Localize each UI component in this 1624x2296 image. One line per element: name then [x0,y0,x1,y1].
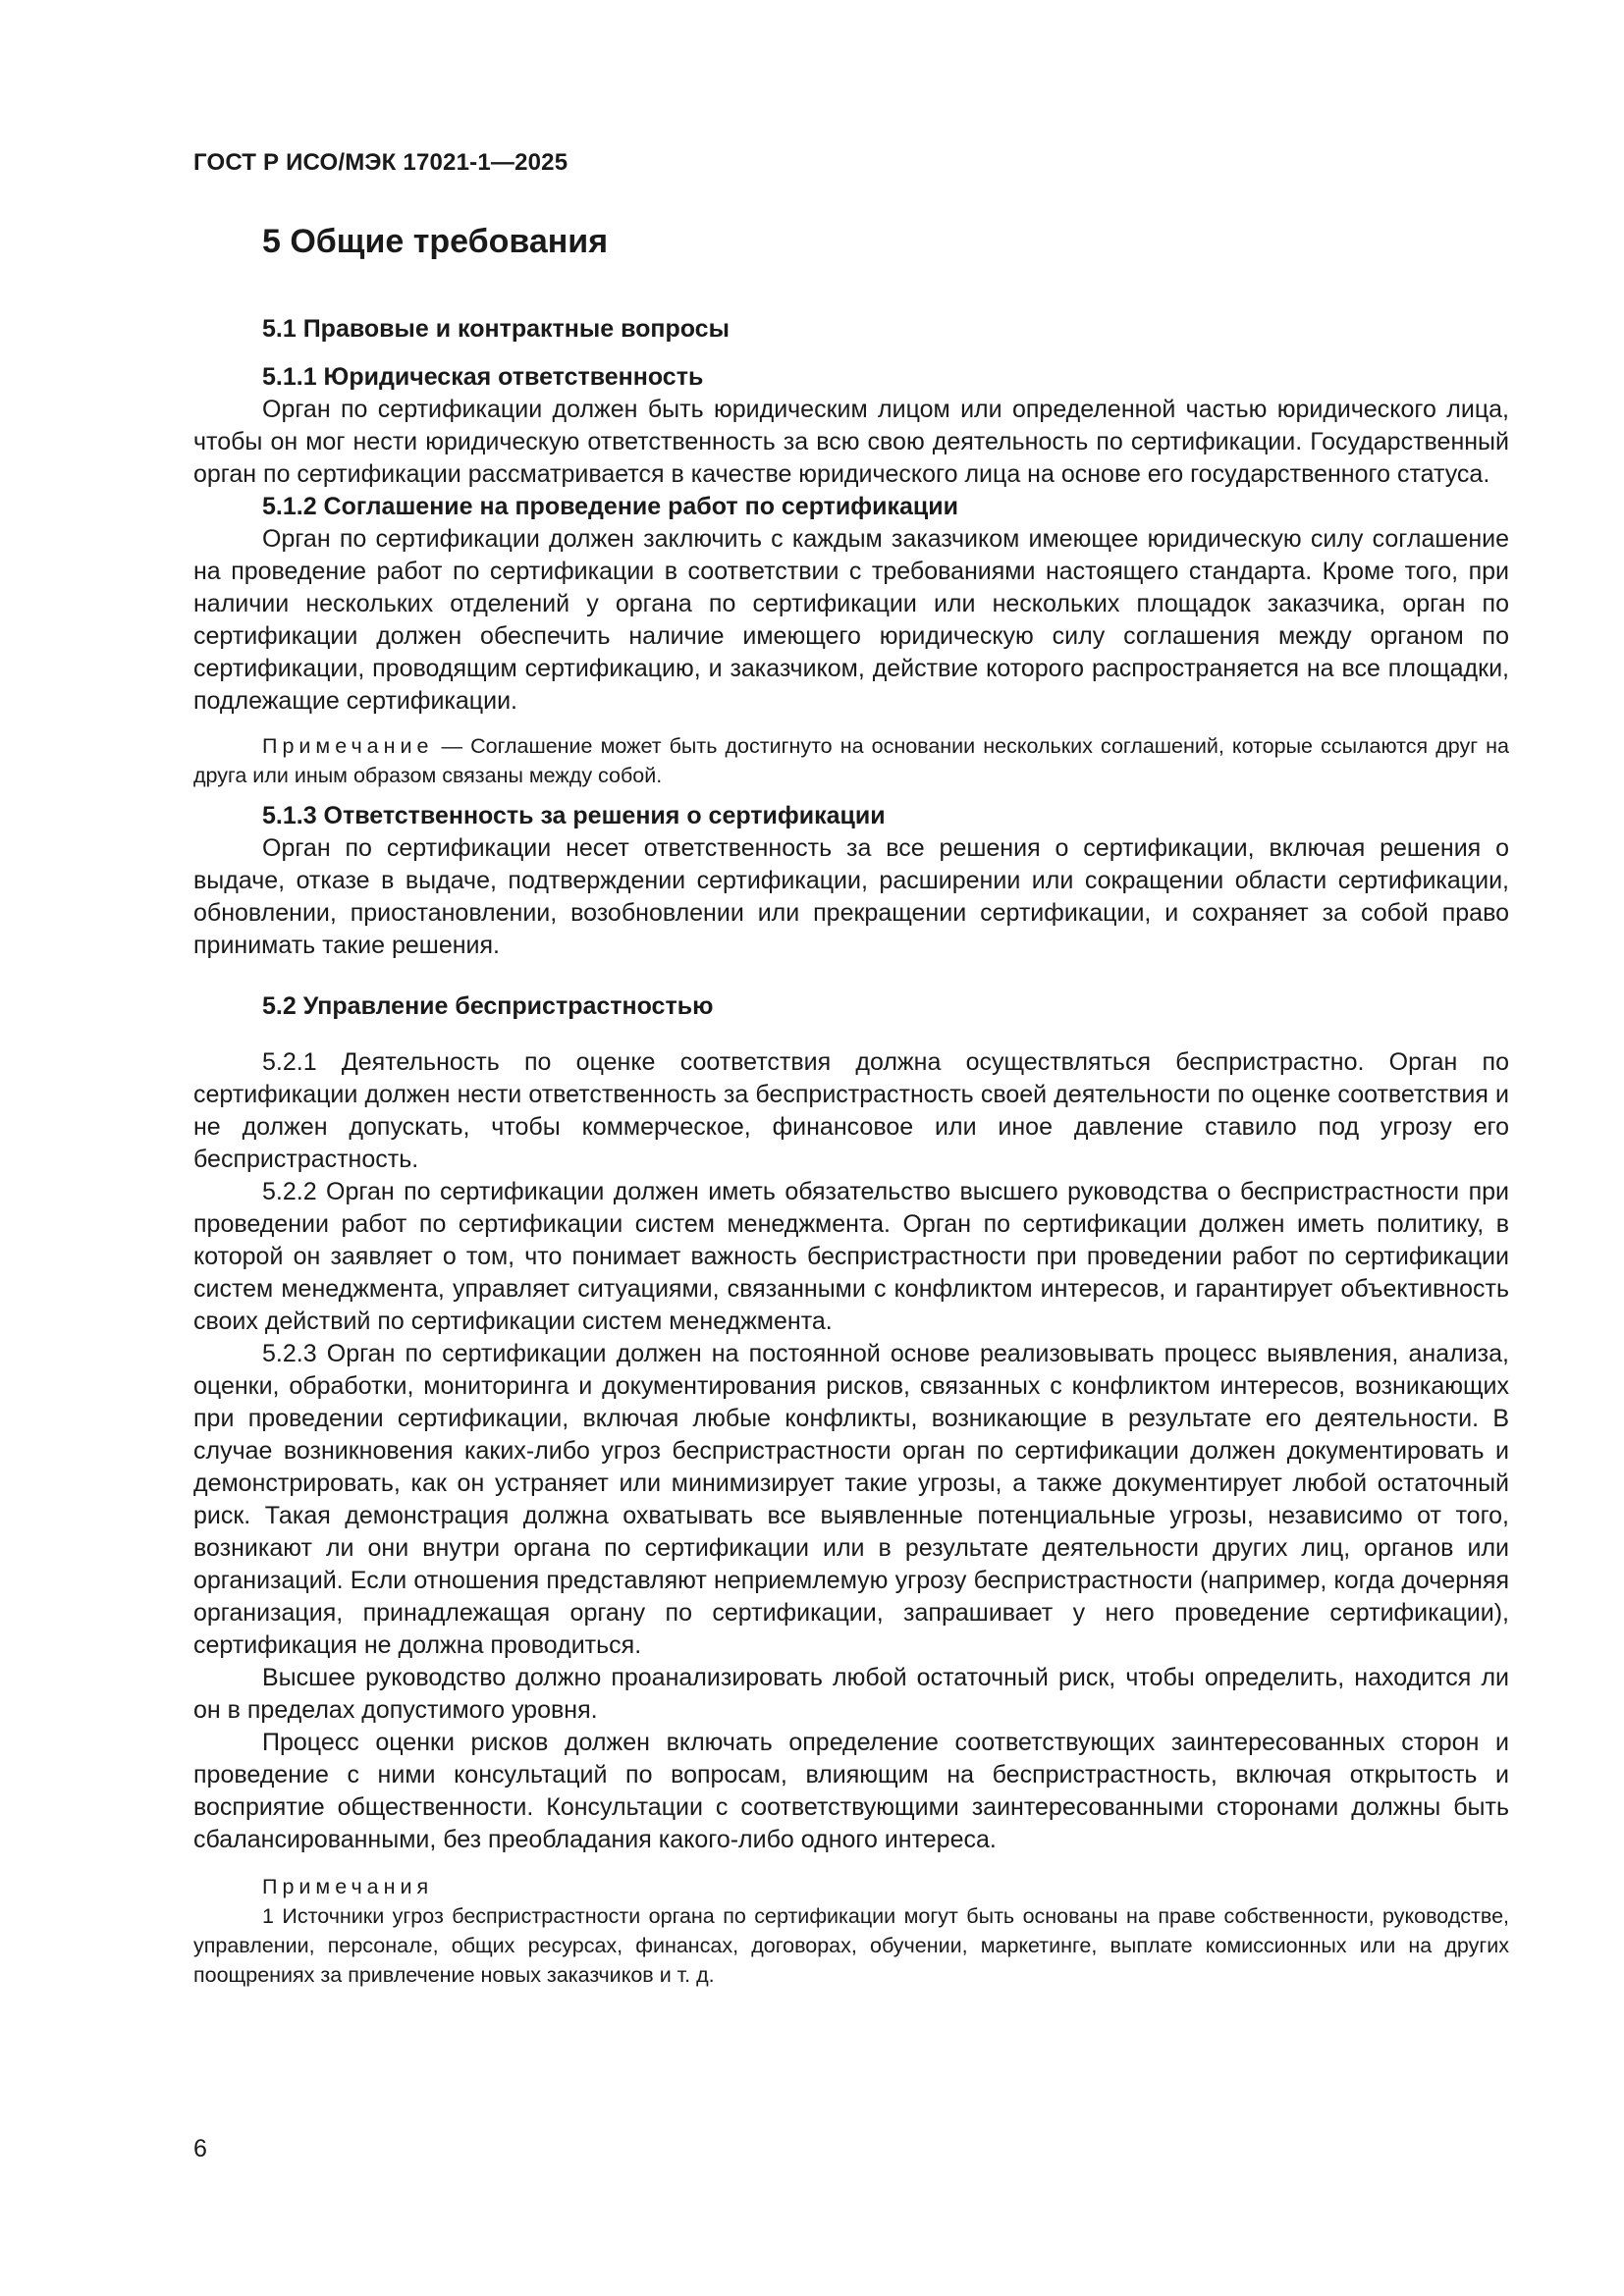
section-5-1-2-note [193,731,1509,790]
document-code: ГОСТ Р ИСО/МЭК 17021-1—2025 [193,149,568,176]
section-5-1-1-title: 5.1.1 Юридическая ответственность [262,363,704,391]
section-5-2-3-paragraph-3: Процесс оценки рисков должен включать определение соответствующих заинтересованных сторон и проведение с ними консультаций по вопросам, влияющим на беспристрастность, включая открытость и восприятие общественности. Консультации с соответствующими заинтересованными сторонами должны быть сбалансированными, без преобладания какого-либо одного интереса. [193,1729,1509,1853]
section-5-2-1-text: 5.2.1 Деятельность по оценке соответствия должна осуществляться беспристрастно. Орган по сертификации должен нести ответственность за беспристрастность своей деятельности по оценке соответствия и не должен допускать, чтобы коммерческое, финансовое или иное давление ставило под угрозу его беспристрастность. [193,1048,1509,1173]
section-5-2-3-text: 5.2.3 Орган по сертификации должен на постоянной основе реализовывать процесс выявления, анализа, оценки, обработки, мониторинга и документирования рисков, связанных с конфликтом интересов, возникающих при проведении сертификации, включая любые конфликты, возникающие в результате его деятельности. В случае возникновения каких-либо угроз беспристрастности орган по сертификации должен документировать и демонстрировать, как он устраняет или минимизирует такие угрозы, а также документирует любой остаточный риск. Такая демонстрация должна охватывать все выявленные потенциальные угрозы, независимо от того, возникают ли они внутри органа по сертификации или в результате деятельности других лиц, органов или организаций. Если отношения представляют неприемлемую угрозу беспристрастности (например, когда дочерняя организация, принадлежащая органу по сертификации, запрашивает у него проведение сертификации), сертификация не должна проводиться. [193,1340,1509,1659]
notes-label: Примечания [262,1875,434,1898]
note-text: — Соглашение может быть достигнуто на основании нескольких соглашений, которые ссылаются друг на друга или иным образом связаны между собой. [193,734,1509,787]
section-5-1-title: 5.1 Правовые и контрактные вопросы [262,315,730,343]
section-5-title: 5 Общие требования [262,223,609,260]
section-5-2-2-text: 5.2.2 Орган по сертификации должен иметь обязательство высшего руководства о беспристрастности при проведении работ по сертификации систем менеджмента. Орган по сертификации должен иметь политику, в которой он заявляет о том, что понимает важность беспристрастности при проведении работ по сертификации систем менеджмента, управляет ситуациями, связанными с конфликтом интересов, и гарантирует объективность своих действий по сертификации систем менеджмента. [193,1178,1509,1335]
section-5-1-2-title: 5.1.2 Соглашение на проведение работ по сертификации [262,493,959,520]
page-content [193,220,1509,1990]
section-5-1-3-text: Орган по сертификации несет ответственность за все решения о сертификации, включая решения о выдаче, отказе в выдаче, подтверждении сертификации, расширении или сокращении области сертификации, обновлении, приостановлении, возобновлении или прекращении сертификации, и сохраняет за собой право принимать такие решения. [193,834,1509,959]
note-label: Примечание [262,734,434,758]
page-number: 6 [193,2135,207,2163]
section-5-1-3-title: 5.1.3 Ответственность за решения о сертификации [262,802,886,829]
section-5-1-2-text: Орган по сертификации должен заключить с каждым заказчиком имеющее юридическую силу соглашение на проведение работ по сертификации в соответствии с требованиями настоящего стандарта. Кроме того, при наличии нескольких отделений у органа по сертификации или нескольких площадок заказчика, орган по сертификации должен обеспечить наличие имеющего юридическую силу соглашения между органом по сертификации, проводящим сертификацию, и заказчиком, действие которого распространяется на все площадки, подлежащие сертификации. [193,525,1509,715]
note-1: 1 Источники угроз беспристрастности органа по сертификации могут быть основаны на праве собственности, руководстве, управлении, персонале, общих ресурсах, финансах, договорах, обучении, маркетинге, выплате комиссионных или на других поощрениях за привлечение новых заказчиков и т. д. [193,1904,1509,1987]
section-5-2-3-paragraph-2: Высшее руководство должно проанализировать любой остаточный риск, чтобы определить, находится ли он в пределах допустимого уровня. [193,1664,1509,1724]
section-5-1-1-text: Орган по сертификации должен быть юридическим лицом или определенной частью юридического лица, чтобы он мог нести юридическую ответственность за всю свою деятельность по сертификации. Государственный орган по сертификации рассматривается в качестве юридического лица на основе его государственного статуса. [193,396,1509,488]
section-5-2-title: 5.2 Управление беспристрастностью [262,992,714,1020]
